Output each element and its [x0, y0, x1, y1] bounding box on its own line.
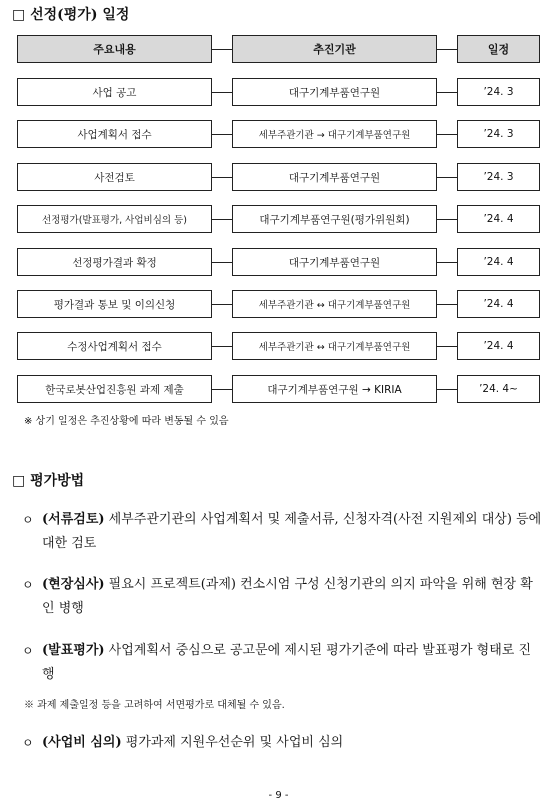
connector-line	[212, 177, 232, 178]
method-label: (사업비 심의)	[42, 735, 122, 750]
connector-line	[212, 389, 232, 390]
method-item-site-inspection	[22, 573, 542, 621]
connector-line	[437, 346, 457, 347]
method-label: (서류검토)	[42, 512, 105, 527]
connector-line	[437, 304, 457, 305]
schedule-row-agency: 대구기계부품연구원 → KIRIA	[232, 375, 437, 403]
connector-line	[212, 92, 232, 93]
schedule-row-agency: 대구기계부품연구원	[232, 78, 437, 106]
header-date: 일정	[457, 35, 540, 63]
schedule-row-date: ’24. 4	[457, 290, 540, 318]
schedule-row-content: 평가결과 통보 및 이의신청	[17, 290, 212, 318]
method-note: ※ 과제 제출일정 등을 고려하여 서면평가로 대체될 수 있음.	[24, 700, 285, 711]
schedule-row-content: 한국로봇산업진흥원 과제 제출	[17, 375, 212, 403]
schedule-row-date: ’24. 3	[457, 120, 540, 148]
connector-line	[212, 346, 232, 347]
connector-line	[437, 219, 457, 220]
header-content: 주요내용	[17, 35, 212, 63]
schedule-note: ※ 상기 일정은 추진상황에 따라 변동될 수 있음	[24, 416, 229, 427]
connector-line	[437, 262, 457, 263]
method-text: 세부주관기관의 사업계획서 및 제출서류, 신청자격(사전 지원제외 대상) 등에 대한 검토	[42, 512, 542, 551]
connector-line	[437, 92, 457, 93]
method-item-document-review	[22, 508, 542, 556]
schedule-row-date: ’24. 4	[457, 205, 540, 233]
schedule-section-title: □ 선정(평가) 일정	[12, 7, 130, 23]
schedule-row-agency: 대구기계부품연구원	[232, 163, 437, 191]
schedule-row-content: 수정사업계획서 접수	[17, 332, 212, 360]
bullet-icon: ㅇ	[22, 644, 34, 658]
connector-line	[437, 134, 457, 135]
bullet-icon: ㅇ	[22, 513, 34, 527]
method-label: (발표평가)	[42, 643, 105, 658]
schedule-row-date: ’24. 3	[457, 78, 540, 106]
connector-line	[437, 49, 457, 50]
connector-line	[212, 49, 232, 50]
schedule-row-content: 선정평가(발표평가, 사업비심의 등)	[17, 205, 212, 233]
schedule-row-date: ’24. 3	[457, 163, 540, 191]
schedule-row-date: ’24. 4	[457, 248, 540, 276]
schedule-row-agency: 대구기계부품연구원	[232, 248, 437, 276]
schedule-row-content: 사업계획서 접수	[17, 120, 212, 148]
bullet-icon: ㅇ	[22, 578, 34, 592]
connector-line	[212, 219, 232, 220]
connector-line	[212, 262, 232, 263]
method-text: 필요시 프로젝트(과제) 컨소시엄 구성 신청기관의 의지 파악을 위해 현장 확인 병행	[42, 577, 533, 616]
connector-line	[212, 134, 232, 135]
schedule-row-date: ’24. 4~	[457, 375, 540, 403]
method-text: 사업계획서 중심으로 공고문에 제시된 평가기준에 따라 발표평가 형태로 진행	[42, 643, 532, 682]
schedule-row-agency: 세부주관기관 ↔ 대구기계부품연구원	[232, 332, 437, 360]
method-label: (현장심사)	[42, 577, 105, 592]
connector-line	[212, 304, 232, 305]
method-item-budget-review	[22, 731, 542, 755]
schedule-row-content: 선정평가결과 확정	[17, 248, 212, 276]
bullet-icon: ㅇ	[22, 736, 34, 750]
schedule-row-agency: 세부주관기관 → 대구기계부품연구원	[232, 120, 437, 148]
connector-line	[437, 177, 457, 178]
schedule-row-agency: 대구기계부품연구원(평가위원회)	[232, 205, 437, 233]
page-number: - 9 -	[268, 790, 289, 801]
method-text: 평가과제 지원우선순위 및 사업비 심의	[121, 735, 344, 750]
schedule-row-date: ’24. 4	[457, 332, 540, 360]
schedule-row-content: 사전검토	[17, 163, 212, 191]
header-agency: 추진기관	[232, 35, 437, 63]
method-item-presentation	[22, 639, 542, 687]
schedule-row-agency: 세부주관기관 ↔ 대구기계부품연구원	[232, 290, 437, 318]
method-section-title: □ 평가방법	[12, 473, 85, 489]
schedule-row-content: 사업 공고	[17, 78, 212, 106]
connector-line	[437, 389, 457, 390]
